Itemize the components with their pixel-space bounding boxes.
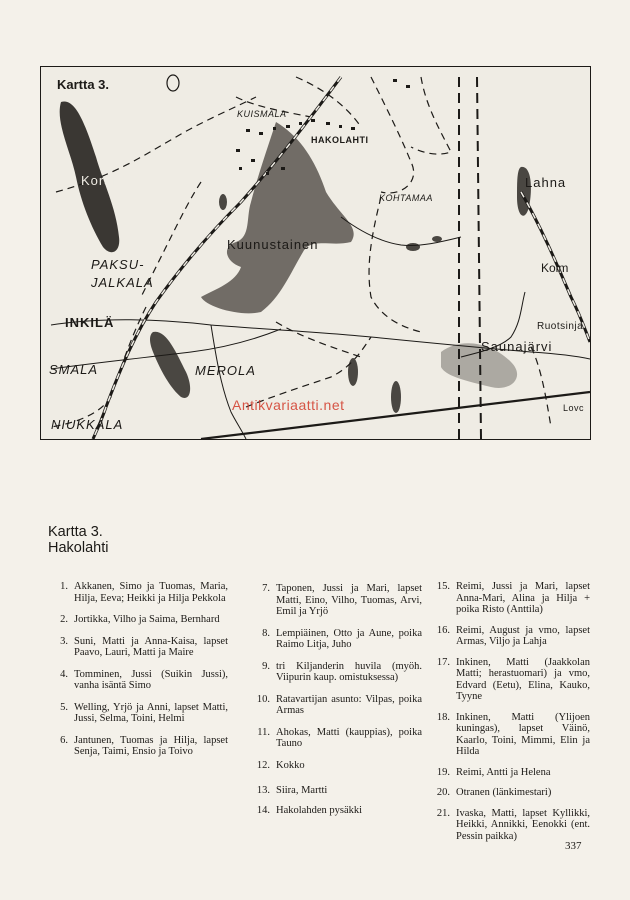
entry-18: 18. Inkinen, Matti (Ylijoen kuningas), lapset Väinö, Kaarlo, Toini, Mimmi, Elin ja Hilda	[436, 711, 590, 757]
pond-4	[348, 358, 358, 386]
entry-1: 1. Akkanen, Simo ja Tuomas, Maria, Hilja, Eeva; Heikki ja Hilja Pekkola	[60, 581, 228, 604]
map-label-kuunustainen: Kuunustainen	[227, 237, 319, 252]
map-label-paksu: PAKSU-	[91, 257, 145, 272]
entry-5: 5. Welling, Yrjö ja Anni, lapset Matti, Jussi, Selma, Toini, Helmi	[60, 701, 228, 724]
map-title: Kartta 3.	[57, 77, 110, 92]
entry-7: 7. Taponen, Jussi ja Mari, lapset Matti, Eino, Vilho, Tuomas, Arvi, Emil ja Yrjö	[262, 583, 422, 617]
entry-4: 4. Tomminen, Jussi (Suikin Jussi), vanha isäntä Simo	[60, 668, 228, 691]
map-label-lahna: Lahna	[525, 175, 567, 190]
page-number: 337	[565, 840, 582, 852]
pond-3	[219, 194, 227, 210]
map-label-lovc: Lovc	[563, 403, 585, 413]
entry-16: 16. Reimi, August ja vmo, lapset Armas, Viljo ja Lahja	[436, 624, 590, 647]
caption-line-2: Hakolahti	[48, 540, 109, 556]
lake-south	[150, 332, 190, 398]
entry-14: 14. Hakolahden pysäkki	[256, 804, 363, 816]
map-label-smala: SMALA	[49, 362, 99, 377]
entry-9: 9. tri Kiljanderin huvila (myöh. Viipurin kaup. omistuksessa)	[262, 660, 422, 683]
entry-10: 10. Ratavartijan asunto: Vilpas, poika Armas	[256, 693, 422, 716]
map-label-inkila: INKILÄ	[65, 315, 115, 330]
entry-column-3	[430, 581, 590, 842]
entry-8: 8. Lempiäinen, Otto ja Aune, poika Raimo Litja, Juho	[262, 627, 422, 650]
caption-line-1: Kartta 3.	[48, 524, 103, 540]
entry-column-1	[48, 581, 228, 758]
map-label-jalkala: JALKALA	[91, 275, 154, 290]
map-label-hakolahti: HAKOLAHTI	[311, 135, 369, 145]
entry-19: 19. Reimi, Antti ja Helena	[436, 766, 551, 778]
watermark: Antikvariaatti.net	[232, 397, 345, 413]
pond-1	[406, 243, 420, 251]
map-label-saunajarvi: Saunajärvi	[481, 339, 553, 354]
entry-2: 2. Jortikka, Vilho ja Saima, Bernhard	[60, 614, 220, 625]
entry-21: 21. Ivaska, Matti, lapset Kyllikki, Heikki, Annikki, Eenokki (ent. Pessin paikka)	[436, 807, 590, 842]
map-label-korsjarvi: Korsjärvi	[81, 173, 141, 188]
map-label-kolm: Kolm	[541, 261, 569, 275]
entry-13: 13. Siira, Martti	[256, 785, 328, 796]
entry-15: 15. Reimi, Jussi ja Mari, lapset Anna-Mari, Alina ja Hilja + poika Risto (Anttila)	[436, 581, 590, 615]
map-label-merola: MEROLA	[195, 363, 256, 378]
caption	[48, 524, 108, 556]
map-label-kohtamaa: KOHTAMAA	[379, 193, 433, 203]
entry-12: 12. Kokko	[256, 759, 305, 771]
entry-17: 17. Inkinen, Matti (Jaakkolan Matti; herastuomari) ja vmo, Edvard (Eetu), Elina, Kauko, Tyyne	[436, 656, 590, 702]
entry-20: 20. Otranen (länkimestari)	[436, 787, 552, 798]
pond-2	[432, 236, 442, 242]
pond-6	[167, 75, 179, 91]
map-figure	[40, 66, 591, 440]
entry-11: 11. Ahokas, Matti (kauppias), poika Tauno	[257, 726, 422, 749]
map-label-niukkala: NIUKKALA	[51, 417, 124, 432]
pond-5	[391, 381, 401, 413]
map-drawing	[41, 67, 590, 439]
map-label-ruotsinja: Ruotsinja	[537, 321, 584, 332]
map-label-kuismala: KUISMALA	[237, 109, 287, 119]
entry-6: 6. Jantunen, Tuomas ja Hilja, lapset Senja, Taimi, Ensio ja Toivo	[60, 734, 228, 757]
entry-3: 3. Suni, Matti ja Anna-Kaisa, lapset Paavo, Lauri, Matti ja Maire	[60, 635, 228, 658]
entry-column-2	[250, 583, 422, 816]
